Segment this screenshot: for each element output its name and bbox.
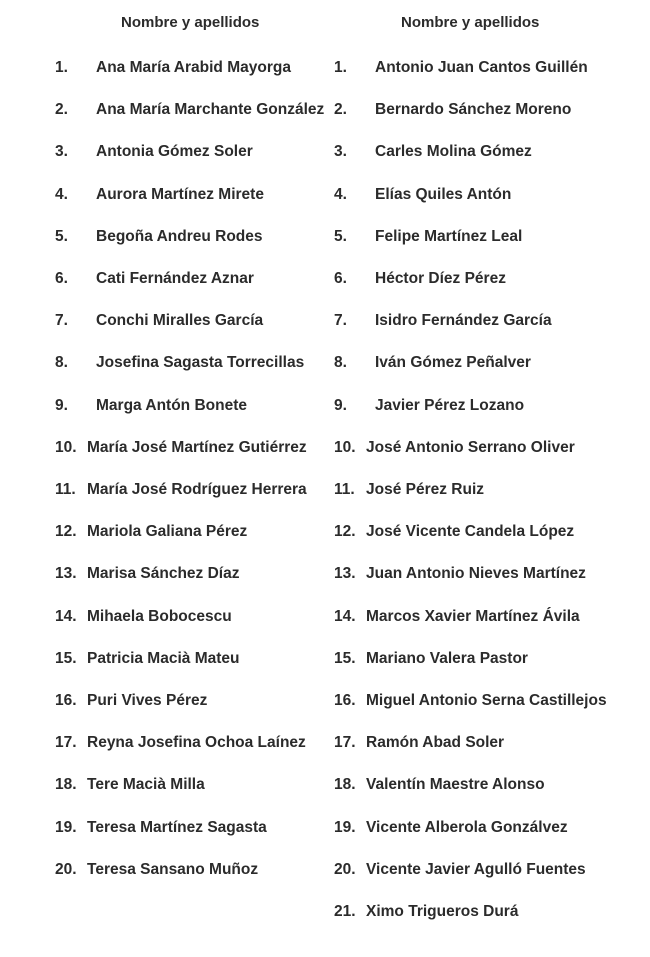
- person-name: Marisa Sánchez Díaz: [87, 565, 240, 583]
- item-number: 10.: [334, 438, 356, 456]
- item-number: 14.: [334, 607, 356, 625]
- item-number: 15.: [334, 649, 356, 667]
- person-name: Miguel Antonio Serna Castillejos: [366, 692, 607, 709]
- person-name: Ana María Marchante González: [96, 101, 325, 119]
- person-name: José Pérez Ruiz: [366, 481, 485, 498]
- item-number: 7.: [334, 312, 347, 330]
- item-number: 5.: [334, 227, 347, 245]
- person-name: Teresa Sansano Muñoz: [87, 860, 259, 878]
- person-name: Elías Quiles Antón: [375, 185, 512, 203]
- person-name: Mihaela Bobocescu: [87, 607, 232, 625]
- item-number: 13.: [334, 565, 356, 583]
- item-number: 6.: [334, 270, 347, 287]
- item-number: 7.: [55, 312, 68, 330]
- item-number: 20.: [55, 860, 77, 878]
- person-name: Valentín Maestre Alonso: [366, 776, 545, 794]
- item-number: 5.: [55, 227, 68, 245]
- item-number: 9.: [55, 396, 68, 414]
- person-name: Vicente Alberola Gonzálvez: [366, 818, 568, 836]
- item-number: 8.: [334, 354, 347, 372]
- person-name: Teresa Martínez Sagasta: [87, 818, 267, 836]
- person-name: María José Martínez Gutiérrez: [87, 438, 307, 456]
- person-name: Conchi Miralles García: [96, 312, 264, 330]
- item-number: 13.: [55, 565, 77, 583]
- person-name: Ana María Arabid Mayorga: [96, 59, 291, 76]
- item-number: 1.: [55, 59, 68, 76]
- person-name: Javier Pérez Lozano: [375, 396, 525, 414]
- item-number: 4.: [55, 185, 68, 203]
- person-name: Mariola Galiana Pérez: [87, 523, 248, 541]
- item-number: 11.: [334, 481, 355, 498]
- person-name: Isidro Fernández García: [375, 312, 552, 330]
- person-name: Marga Antón Bonete: [96, 396, 247, 414]
- person-name: Vicente Javier Agulló Fuentes: [366, 860, 586, 878]
- item-number: 8.: [55, 354, 68, 372]
- person-name: Juan Antonio Nieves Martínez: [366, 565, 586, 583]
- item-number: 17.: [55, 734, 77, 752]
- item-number: 12.: [334, 523, 356, 541]
- person-name: Bernardo Sánchez Moreno: [375, 101, 572, 119]
- item-number: 14.: [55, 607, 77, 625]
- person-name: Patricia Macià Mateu: [87, 649, 240, 667]
- item-number: 1.: [334, 59, 347, 76]
- item-number: 17.: [334, 734, 356, 752]
- column-header: Nombre y apellidos: [401, 14, 540, 31]
- item-number: 21.: [334, 903, 356, 920]
- item-number: 18.: [55, 776, 77, 794]
- item-number: 3.: [55, 143, 68, 161]
- item-number: 6.: [55, 270, 68, 287]
- item-number: 19.: [55, 818, 77, 836]
- person-name: Antonio Juan Cantos Guillén: [375, 59, 588, 76]
- item-number: 10.: [55, 438, 77, 456]
- person-name: Marcos Xavier Martínez Ávila: [366, 607, 580, 625]
- person-name: Josefina Sagasta Torrecillas: [96, 354, 305, 372]
- item-number: 9.: [334, 396, 347, 414]
- person-name: Puri Vives Pérez: [87, 692, 208, 709]
- item-number: 20.: [334, 860, 356, 878]
- person-name: María José Rodríguez Herrera: [87, 481, 307, 498]
- person-name: Aurora Martínez Mirete: [96, 185, 264, 203]
- person-name: Ramón Abad Soler: [366, 734, 505, 752]
- person-name: Cati Fernández Aznar: [96, 270, 254, 287]
- item-number: 11.: [55, 481, 76, 498]
- item-number: 15.: [55, 649, 77, 667]
- column-header: Nombre y apellidos: [121, 14, 260, 31]
- person-name: Antonia Gómez Soler: [96, 143, 253, 161]
- person-name: Begoña Andreu Rodes: [96, 227, 263, 245]
- person-name: Reyna Josefina Ochoa Laínez: [87, 734, 306, 752]
- person-name: Mariano Valera Pastor: [366, 649, 528, 667]
- item-number: 3.: [334, 143, 347, 161]
- person-name: Carles Molina Gómez: [375, 143, 532, 161]
- item-number: 16.: [55, 692, 77, 709]
- item-number: 2.: [55, 101, 68, 119]
- item-number: 4.: [334, 185, 347, 203]
- person-name: Héctor Díez Pérez: [375, 270, 506, 287]
- person-name: Ximo Trigueros Durá: [366, 903, 519, 920]
- person-name: Felipe Martínez Leal: [375, 227, 523, 245]
- person-name: Tere Macià Milla: [87, 776, 205, 794]
- person-name: Iván Gómez Peñalver: [375, 354, 531, 372]
- person-name: José Antonio Serrano Oliver: [366, 438, 575, 456]
- item-number: 2.: [334, 101, 347, 119]
- item-number: 16.: [334, 692, 356, 709]
- person-name: José Vicente Candela López: [366, 523, 575, 541]
- item-number: 19.: [334, 818, 356, 836]
- item-number: 12.: [55, 523, 77, 541]
- item-number: 18.: [334, 776, 356, 794]
